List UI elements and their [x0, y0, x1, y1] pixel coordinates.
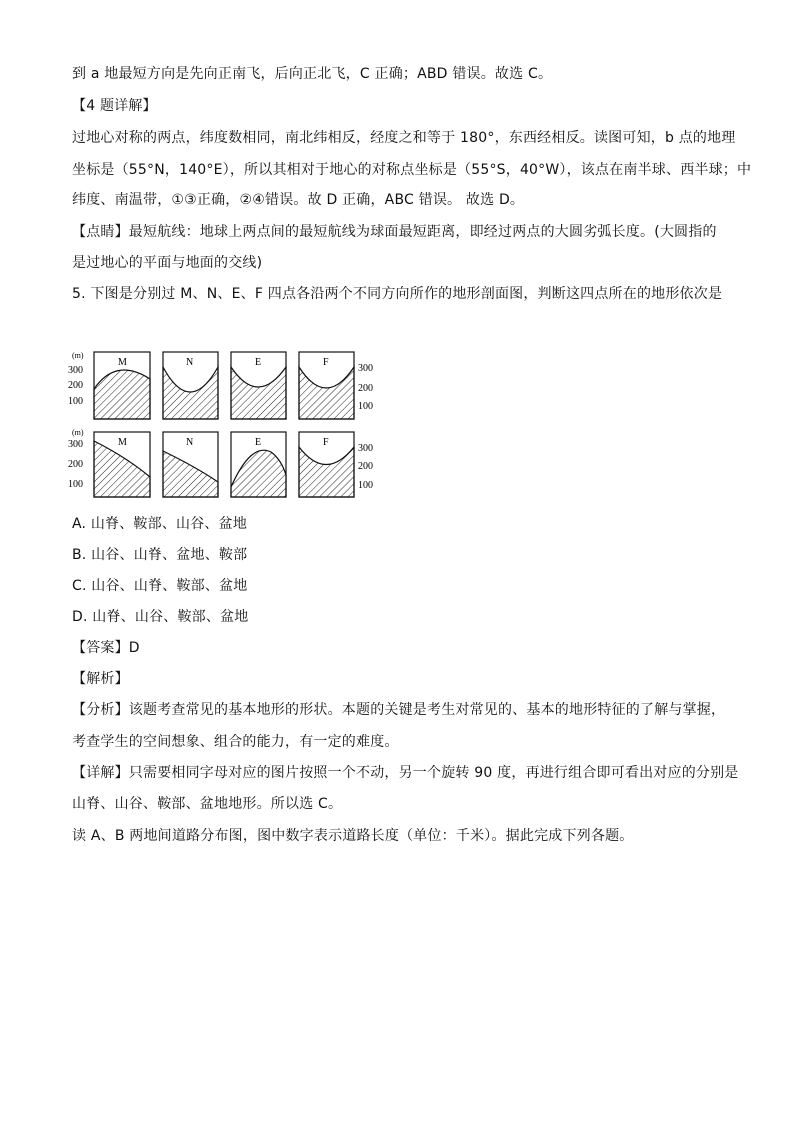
answer-line: 【答案】D — [72, 640, 140, 656]
profile-panel — [299, 352, 354, 419]
tick-label: 100 — [68, 396, 83, 407]
panel-label: E — [255, 357, 262, 368]
profile-panel — [163, 352, 218, 419]
text-line: 是过地心的平面与地面的交线) — [72, 255, 263, 271]
panel-label: F — [323, 357, 329, 368]
panel-label: E — [255, 437, 262, 448]
panel-label: M — [118, 357, 127, 368]
profile-panel — [299, 432, 354, 497]
profile-panel — [94, 352, 150, 419]
choice-b: B. 山谷、山脊、盆地、鞍部 — [72, 547, 248, 563]
panel-label: N — [186, 357, 194, 368]
text-line: 【分析】该题考查常见的基本地形的形状。本题的关键是考生对常见的、基本的地形特征的了解与掌握， — [72, 702, 726, 718]
panel-label: N — [186, 437, 194, 448]
text-line: 过地心对称的两点，纬度数相同，南北纬相反，经度之和等于 180°，东西经相反。读图可知，b 点的地理 — [72, 130, 736, 146]
panel-label: F — [323, 437, 329, 448]
text-line: 纬度、南温带，①③正确，②④错误。故 D 正确，ABC 错误。 故选 D。 — [72, 192, 525, 208]
tick-label: 200 — [68, 459, 83, 470]
section-heading: 【4 题详解】 — [72, 98, 157, 114]
question-stem: 5. 下图是分别过 M、N、E、F 四点各沿两个不同方向所作的地形剖面图，判断这四点所在的地形依次是 — [72, 286, 723, 302]
choice-c: C. 山谷、山脊、鞍部、盆地 — [72, 578, 248, 594]
tick-label: 100 — [358, 480, 373, 491]
tick-label: 300 — [358, 363, 373, 374]
profile-panel — [231, 352, 286, 419]
tick-label: 300 — [68, 439, 83, 450]
tick-label: 300 — [68, 365, 83, 376]
profile-panel — [163, 432, 218, 497]
text-line: 【详解】只需要相同字母对应的图片按照一个不动，另一个旋转 90 度，再进行组合即可看出对应的分别是 — [72, 765, 739, 781]
text-line: 考查学生的空间想象、组合的能力，有一定的难度。 — [72, 734, 399, 750]
panel-label: M — [118, 437, 127, 448]
tick-label: 200 — [68, 380, 83, 391]
analysis-heading: 【解析】 — [72, 671, 129, 687]
text-line: 山脊、山谷、鞍部、盆地地形。所以选 C。 — [72, 796, 343, 812]
choice-a: A. 山脊、鞍部、山谷、盆地 — [72, 516, 248, 532]
tick-label: 100 — [358, 401, 373, 412]
text-line: 坐标是（55°N，140°E），所以其相对于地心的对称点坐标是（55°S，40°W），该点在南半球、西半球；中 — [72, 162, 752, 178]
text-line: 【点睛】最短航线：地球上两点间的最短航线为球面最短距离，即经过两点的大圆劣弧长度。(大圆指的 — [72, 224, 717, 240]
text-line: 到 a 地最短方向是先向正南飞，后向正北飞，C 正确；ABD 错误。故选 C。 — [72, 66, 553, 82]
tick-label: 100 — [68, 479, 83, 490]
text-line: 读 A、B 两地间道路分布图，图中数字表示道路长度（单位：千米）。据此完成下列各题。 — [72, 828, 634, 844]
tick-label: 200 — [358, 383, 373, 394]
tick-label: 300 — [358, 443, 373, 454]
profile-panel — [231, 432, 286, 497]
choice-d: D. 山脊、山谷、鞍部、盆地 — [72, 609, 249, 625]
unit-label: (m) — [72, 428, 84, 437]
tick-label: 200 — [358, 461, 373, 472]
profile-panel — [94, 432, 150, 497]
terrain-profile-figure — [66, 347, 386, 507]
unit-label: (m) — [72, 351, 84, 360]
